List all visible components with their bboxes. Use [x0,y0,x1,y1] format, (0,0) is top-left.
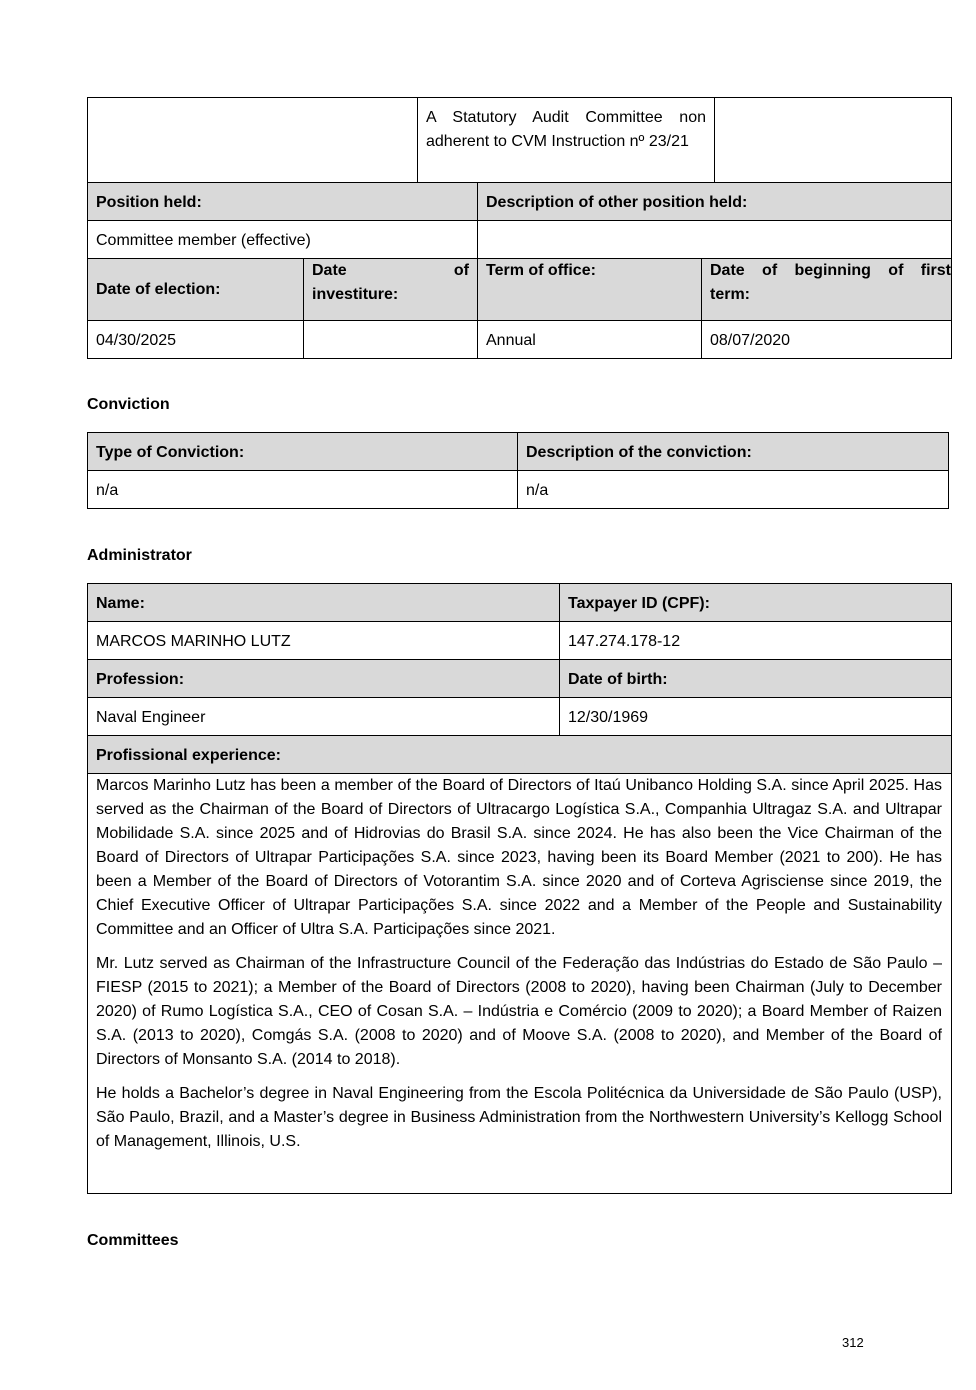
committee-type-value: A Statutory Audit Committee non adherent to CVM Instruction nº 23/21 [426,109,706,150]
experience-cell [88,774,952,1194]
date-first-term-label-line2: term: [710,286,751,303]
conviction-description-value: n/a [518,471,949,509]
dob-label: Date of birth: [560,660,952,698]
administrator-heading: Administrator [87,547,192,564]
date-of-investiture-label-line2: investiture: [312,286,399,303]
experience-paragraph-1: Marcos Marinho Lutz has been a member of the Board of Directors of Itaú Unibanco Holding S.A. since April 2025. Has served as the Chairman of the Board of Directors of Ultracargo Logística S.A., Companhia Ultragaz S.A. and Ultrapar Mobilidade S.A. since 2025 and of Hidrovias do Brasil S.A. since 2024. He has also been the Vice Chairman of the Board of Directors of Ultrapar Participações S.A. since 2023, having been its Board Member (2021 to 200). He has been a Member of the Board of Directors of Votorantim S.A. since 2020 and of Corteva Agrisciense since 2019, the Chief Executive Officer of Ultrapar Participações S.A. since 2022 and a Member of the People and Sustainability Committee and an Officer of Ultra S.A. Participações since 2021. [96,777,942,938]
page-number: 312 [842,1335,864,1350]
description-other-position-value [478,221,952,259]
committee-type-table [87,97,952,184]
date-of-election-label: Date of election: [88,259,304,321]
date-first-term-label [702,259,952,321]
date-first-term-value: 08/07/2020 [702,321,952,359]
experience-paragraph-2: Mr. Lutz served as Chairman of the Infrastructure Council of the Federação das Indústrias do Estado de São Paulo – FIESP (2015 to 2021); a Member of the Board of Directors (2008 to 2020), having been Chairman (July to December 2020) of Rumo Logística S.A., CEO of Cosan S.A. – Indústria e Comércio (2009 to 2020); a Board Member of Raizen S.A. (2013 to 2020), Comgás S.A. (2008 to 2020) and of Moove S.A. (2008 to 2020), and Member of the Board of Directors of Monsanto S.A. (2014 to 2018). [96,955,942,1068]
term-of-office-value: Annual [478,321,702,359]
date-of-investiture-label-line1: Date of [312,262,469,279]
conviction-type-label: Type of Conviction: [88,433,518,471]
date-first-term-label-line1: Date of beginning of first [710,262,951,279]
dates-table [87,258,952,359]
experience-label: Profissional experience: [88,736,952,774]
conviction-heading: Conviction [87,396,170,413]
conviction-type-value: n/a [88,471,518,509]
position-table [87,182,952,259]
profession-value: Naval Engineer [88,698,560,736]
date-of-investiture-label [304,259,478,321]
position-held-value: Committee member (effective) [88,221,478,259]
cpf-label: Taxpayer ID (CPF): [560,584,952,622]
cpf-value: 147.274.178-12 [560,622,952,660]
conviction-description-label: Description of the conviction: [518,433,949,471]
name-value: MARCOS MARINHO LUTZ [88,622,560,660]
term-of-office-label: Term of office: [478,259,702,321]
profession-label: Profession: [88,660,560,698]
conviction-table [87,432,949,509]
position-held-label: Position held: [88,183,478,221]
date-of-election-value: 04/30/2025 [88,321,304,359]
description-other-position-label: Description of other position held: [478,183,952,221]
committee-type-cell [418,98,715,184]
dob-value: 12/30/1969 [560,698,952,736]
experience-paragraph-3: He holds a Bachelor’s degree in Naval Engineering from the Escola Politécnica da Universidade de São Paulo (USP), São Paulo, Brazil, and a Master’s degree in Business Administration from the Northwestern University’s Kellogg School of Management, Illinois, U.S. [96,1085,942,1150]
date-of-investiture-value [304,321,478,359]
name-label: Name: [88,584,560,622]
committees-heading: Committees [87,1232,179,1249]
empty-cell [88,98,418,184]
empty-cell [715,98,952,184]
administrator-table [87,583,952,1194]
